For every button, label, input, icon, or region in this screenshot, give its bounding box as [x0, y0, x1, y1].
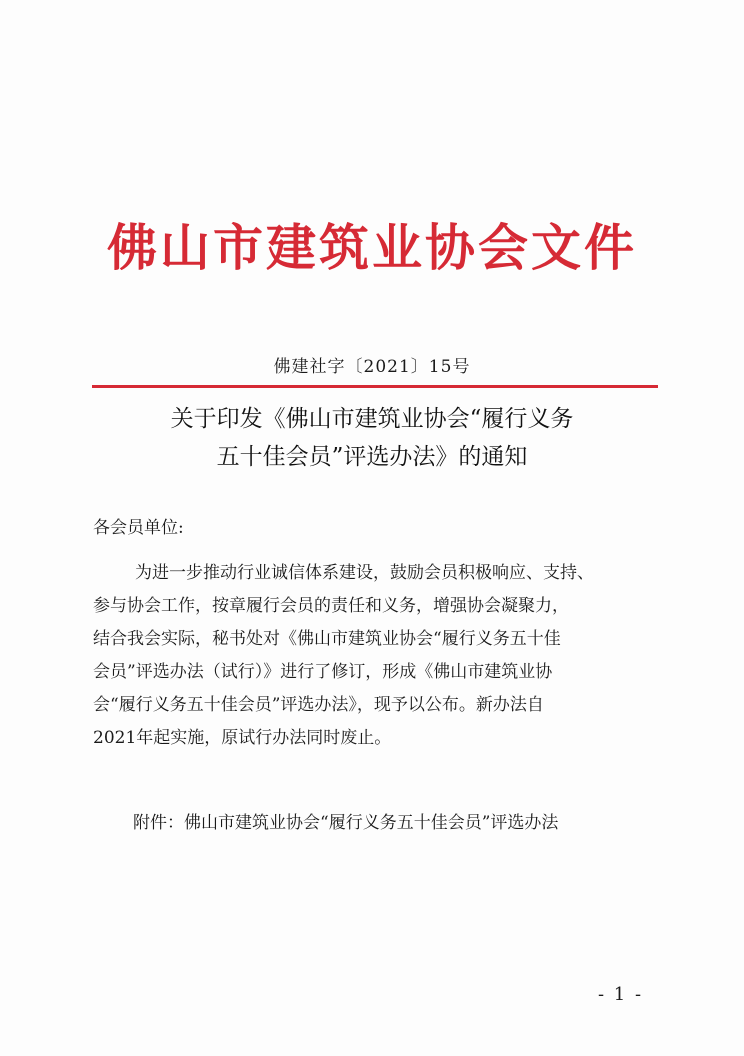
notice-title [0, 400, 744, 476]
page-number: - 1 - [598, 984, 644, 1005]
notice-title-line-2: 五十佳会员”评选办法》的通知 [216, 444, 528, 470]
document-number: 佛建社字〔2021〕15号 [273, 357, 471, 377]
body-line: 会员”评选办法（试行）》进行了修订，形成《佛山市建筑业协 [93, 662, 553, 682]
body-line: 会“履行义务五十佳会员”评选办法》，现予以公布。新办法自 [93, 695, 544, 715]
body-paragraph [93, 557, 653, 755]
document-header-title: 佛山市建筑业协会文件 [107, 218, 637, 277]
red-divider-line [92, 385, 658, 388]
notice-title-line-1: 关于印发《佛山市建筑业协会“履行义务 [170, 406, 574, 432]
attachment-note: 附件：佛山市建筑业协会“履行义务五十佳会员”评选办法 [133, 813, 559, 833]
body-line: 为进一步推动行业诚信体系建设，鼓励会员积极响应、支持、 [135, 563, 594, 583]
body-line: 参与协会工作，按章履行会员的责任和义务，增强协会凝聚力， [93, 596, 569, 616]
salutation: 各会员单位: [93, 518, 184, 538]
body-line: 结合我会实际，秘书处对《佛山市建筑业协会“履行义务五十佳 [93, 629, 561, 649]
body-line: 2021年起实施，原试行办法同时废止。 [93, 728, 392, 748]
